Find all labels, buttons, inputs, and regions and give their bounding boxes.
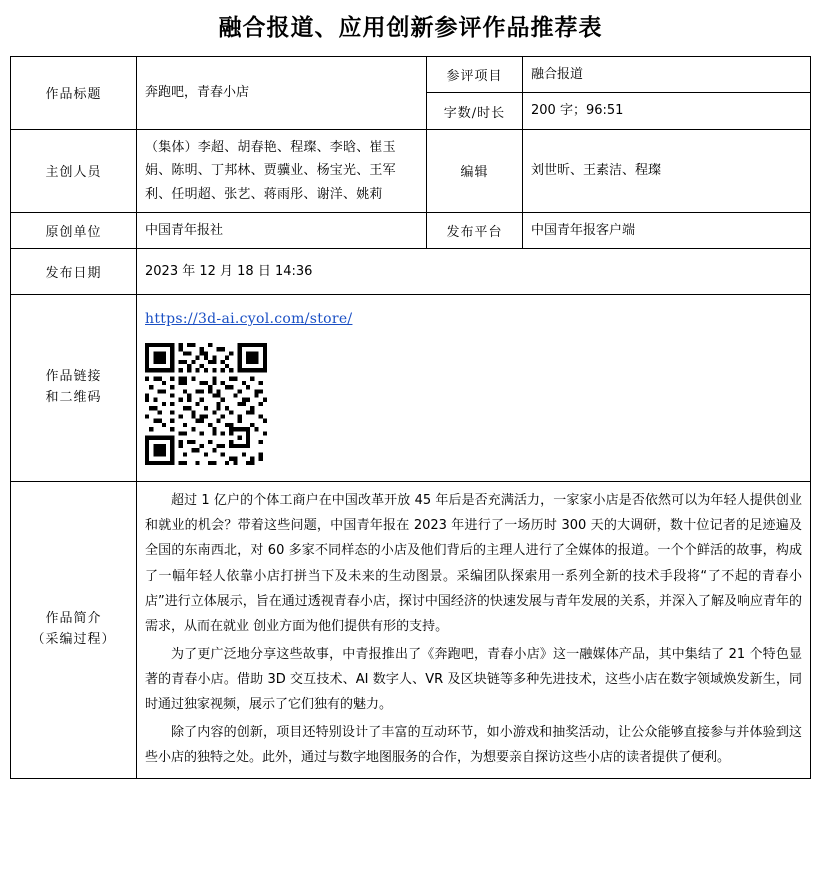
work-link[interactable]: https://3d-ai.cyol.com/store/ <box>145 311 353 328</box>
length-label: 字数/时长 <box>427 93 523 129</box>
summary-label-line1: 作品简介 <box>45 611 102 627</box>
link-label <box>11 295 137 481</box>
recommendation-form-table <box>10 56 811 779</box>
qr-code-icon[interactable] <box>145 339 802 475</box>
table-row <box>11 481 811 779</box>
summary-label-line2: （采编过程） <box>31 631 116 647</box>
page-title: 融合报道、应用创新参评作品推荐表 <box>218 14 603 41</box>
summary-cell <box>137 481 811 779</box>
editor-label: 编辑 <box>427 129 523 212</box>
summary-paragraph: 超过 1 亿户的个体工商户在中国改革开放 45 年后是否充满活力，一家家小店是否依然可以为年轻人提供创业和就业的机会？带着这些问题，中国青年报在 2023 年进行了一场历时 300 天的大调研，数十位记者的足迹遍及全国的东南西北，对 60 多家不同样态的小店及他们背后的主理人进行了全媒体的报道。一个个鲜活的故事，构成了一幅年轻人依靠小店打拼当下及未来的生动图景。采编团队探索用一系列全新的技术手段将“了不起的青春小店”进行立体展示，旨在通过透视青春小店，探讨中国经济的快速发展与青年发展的关系，并深入了解及响应青年的需求，从而在就业 创业方面为他们提供有形的支持。 <box>145 492 802 635</box>
summary-label <box>11 481 137 779</box>
date-value: 2023 年 12 月 18 日 14:36 <box>137 249 811 295</box>
creators-value: （集体）李超、胡春艳、程璨、李晗、崔玉娟、陈明、丁邦林、贾骥业、杨宝光、王军利、任明超、张艺、蒋雨彤、谢洋、姚莉 <box>137 129 427 212</box>
category-value: 融合报道 <box>523 57 811 93</box>
qr-code-svg <box>145 343 267 465</box>
date-label: 发布日期 <box>11 249 137 295</box>
length-value: 200 字；96:51 <box>523 93 811 129</box>
link-label-line1: 作品链接 <box>45 369 102 385</box>
table-row <box>11 295 811 481</box>
platform-label: 发布平台 <box>427 212 523 248</box>
table-row <box>11 129 811 212</box>
editor-value: 刘世昕、王素洁、程璨 <box>523 129 811 212</box>
table-row <box>11 249 811 295</box>
creators-label: 主创人员 <box>11 129 137 212</box>
work-title-value: 奔跑吧，青春小店 <box>137 57 427 130</box>
summary-paragraph: 为了更广泛地分享这些故事，中青报推出了《奔跑吧，青春小店》这一融媒体产品，其中集结了 21 个特色显著的青春小店。借助 3D 交互技术、AI 数字人、VR 及区块链等多种先进技术，这些小店在数字领域焕发新生，同时通过独家视频，展示了它们独有的魅力。 <box>145 646 802 713</box>
unit-label: 原创单位 <box>11 212 137 248</box>
unit-value: 中国青年报社 <box>137 212 427 248</box>
platform-value: 中国青年报客户端 <box>523 212 811 248</box>
work-title-label: 作品标题 <box>11 57 137 130</box>
category-label: 参评项目 <box>427 57 523 93</box>
link-and-qr-cell <box>137 295 811 481</box>
summary-paragraph: 除了内容的创新，项目还特别设计了丰富的互动环节，如小游戏和抽奖活动，让公众能够直接参与并体验到这些小店的独特之处。此外，通过与数字地图服务的合作，为想要亲自探访这些小店的读者提供了便利。 <box>145 724 802 765</box>
table-row <box>11 212 811 248</box>
link-label-line2: 和二维码 <box>45 389 102 405</box>
table-row <box>11 57 811 93</box>
